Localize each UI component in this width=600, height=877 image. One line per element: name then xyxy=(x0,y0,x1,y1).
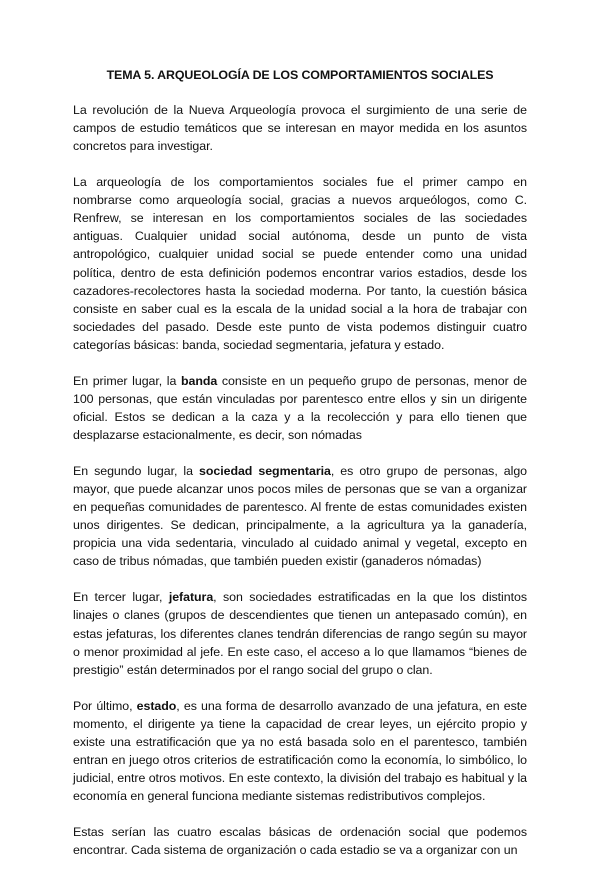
paragraph-sociedad-segmentaria xyxy=(73,462,527,571)
segmentaria-text-after: , es otro grupo de personas, algo mayor, que puede alcanzar unos pocos miles de personas que se van a organizar en pequeñas comunidades de parentesco. Al frente de estas comunidades existen unos dirigentes. Se dedican, principalmente, a la agricultura ya la ganadería, propicia una vida sedentaria, vinculado al cuidado animal y vegetal, excepto en caso de tribus nómadas, que también pueden existir (ganaderos nómadas) xyxy=(73,463,527,569)
jefatura-text-before: En tercer lugar, xyxy=(73,590,169,605)
paragraph-banda xyxy=(73,372,527,444)
estado-text-after: , es una forma de desarrollo avanzado de una jefatura, en este momento, el dirigente ya tiene la capacidad de crear leyes, un ejército propio y existe una estratificación que ya no está basada solo en el parentesco, también entran en juego otros criterios de estratificación como la economía, lo simbólico, lo judicial, entre otros motivos. En este contexto, la división del trabajo es habitual y la economía en general funciona mediante sistemas redistributivos complejos. xyxy=(73,698,528,804)
document-page xyxy=(73,66,527,877)
banda-text-after: consiste en un pequeño grupo de personas, menor de 100 personas, que están vinculadas por parentesco entre ellos y sin un dirigente oficial. Estos se dedican a la caza y a la recolección y para ello tienen que desplazarse estacionalmente, es decir, son nómadas xyxy=(73,373,527,443)
segmentaria-text-before: En segundo lugar, la xyxy=(73,463,200,478)
page-title: TEMA 5. ARQUEOLOGÍA DE LOS COMPORTAMIENTOS SOCIALES xyxy=(106,68,494,82)
paragraph-conclusion: Estas serían las cuatro escalas básicas de ordenación social que podemos encontrar. Cada sistema de organización o cada estadio se va a organizar con un xyxy=(73,824,527,858)
estado-text-before: Por último, xyxy=(73,698,137,713)
banda-term: banda xyxy=(181,373,218,388)
jefatura-term: jefatura xyxy=(168,590,214,605)
paragraph-jefatura xyxy=(73,588,527,678)
segmentaria-term: sociedad segmentaria xyxy=(199,463,331,478)
paragraph-estado xyxy=(73,697,527,806)
paragraph-social-archaeology: La arqueología de los comportamientos sociales fue el primer campo en nombrarse como arqueología social, gracias a nuevos arqueólogos, como C. Renfrew, se interesan en los comportamientos sociales de las sociedades antiguas. Cualquier unidad social autónoma, desde un punto de vista antropológico, cualquier unidad social se puede entender como una unidad política, dentro de esta definición podemos encontrar varios estadios, desde los cazadores-recolectores hasta la sociedad moderna. Por tanto, la cuestión básica consiste en saber cual es la escala de la unidad social a la hora de trabajar con sociedades del pasado. Desde este punto de vista podemos distinguir cuatro categorías básicas: banda, sociedad segmentaria, jefatura y estado. xyxy=(73,175,527,352)
banda-text-before: En primer lugar, la xyxy=(73,373,181,388)
paragraph-intro: La revolución de la Nueva Arqueología provoca el surgimiento de una serie de campos de estudio temáticos que se interesan en mayor medida en los asuntos concretos para investigar. xyxy=(73,103,527,154)
jefatura-text-after: , son sociedades estratificadas en la que los distintos linajes o clanes (grupos de descendientes que tienen un antepasado común), en estas jefaturas, los diferentes clanes tendrán diferencias de rango según su mayor o menor proximidad al jefe. En este caso, el acceso a lo que llamamos “bienes de prestigio” están determinados por el rango social del grupo o clan. xyxy=(73,590,527,677)
estado-term: estado xyxy=(136,698,177,713)
